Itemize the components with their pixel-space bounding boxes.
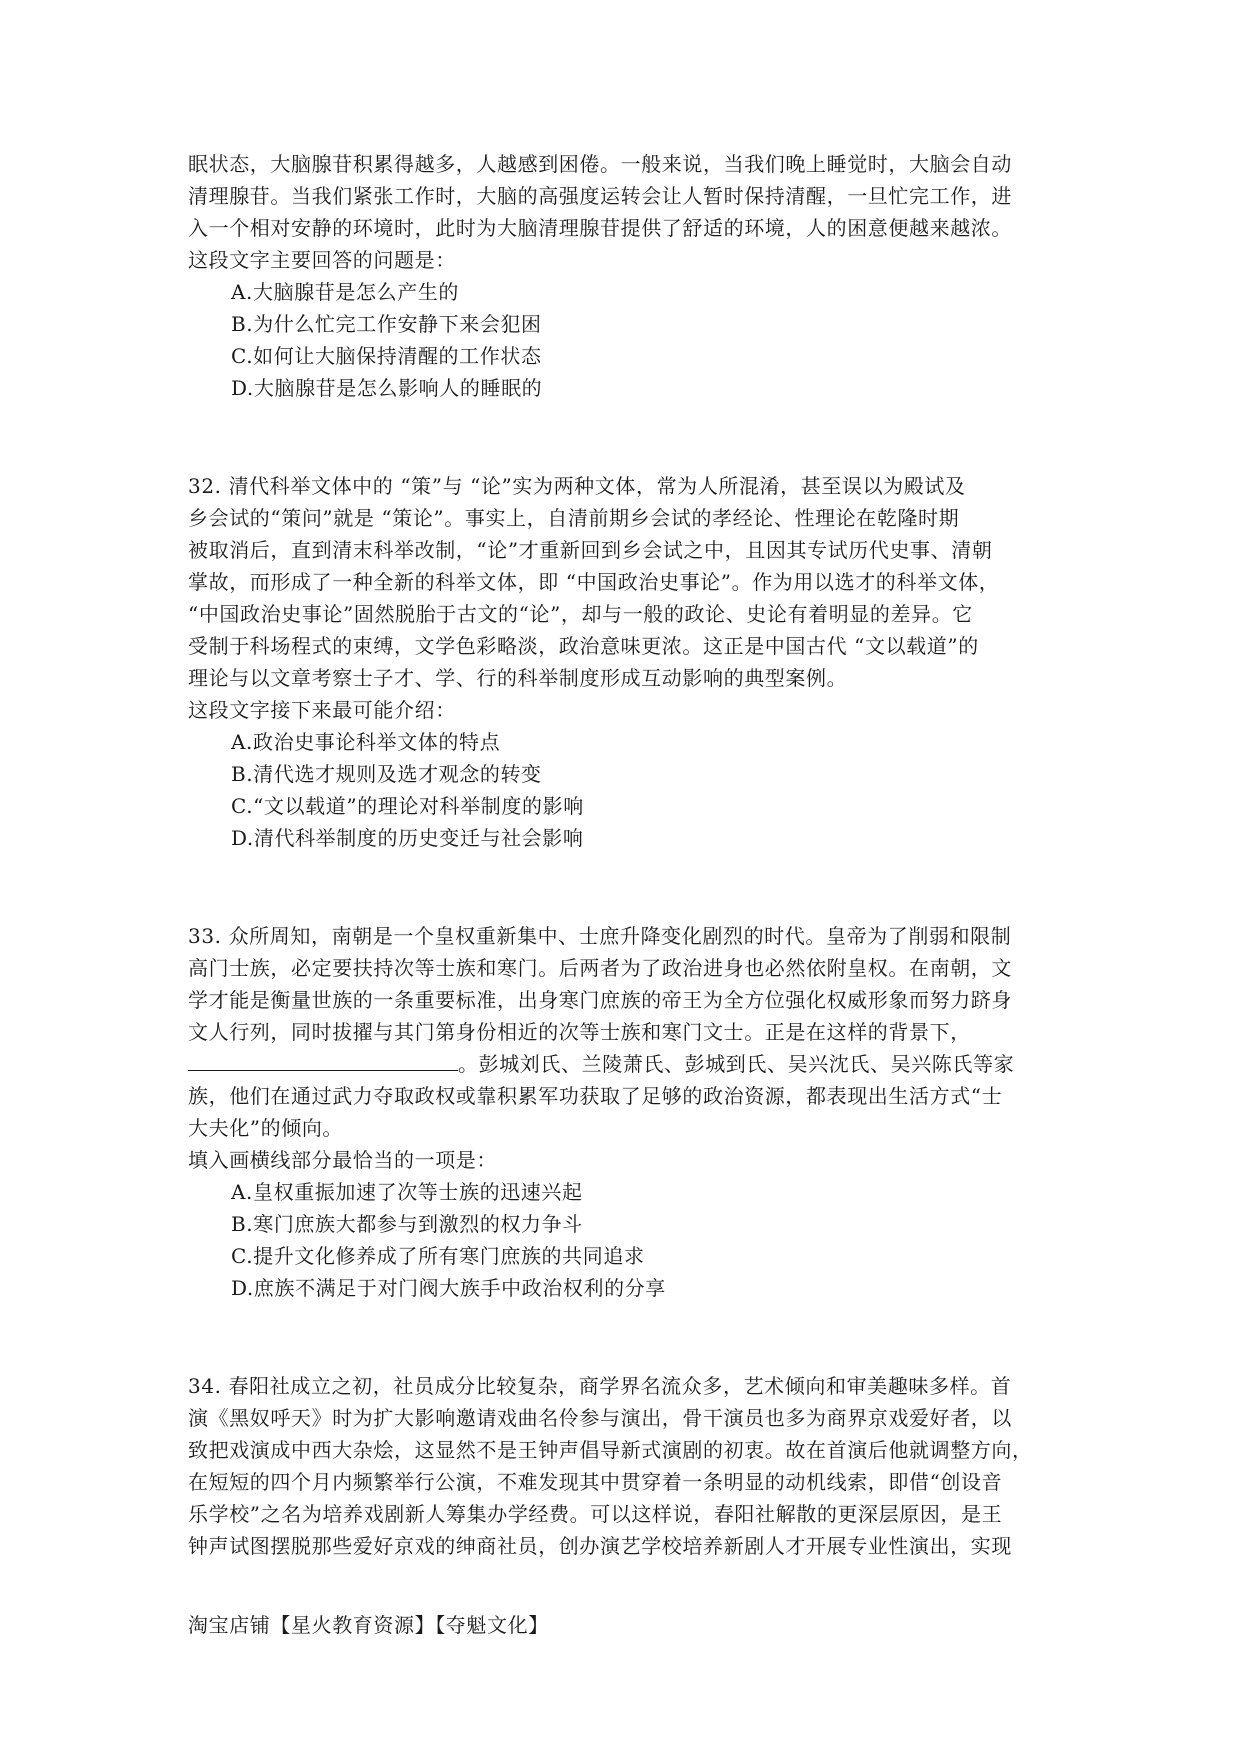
q32-option-a: A.政治史事论科举文体的特点	[231, 730, 501, 754]
q32-text-line: 乡会试的“策问”就是 “策论”。事实上，自清前期乡会试的孝经论、性理论在乾隆时期	[188, 506, 960, 530]
q31-option-a: A.大脑腺苷是怎么产生的	[231, 280, 460, 304]
q32-option-c: C.“文以载道”的理论对科举制度的影响	[231, 794, 584, 818]
q33-prompt: 填入画横线部分最恰当的一项是：	[188, 1148, 497, 1172]
q32-text-line: 受制于科场程式的束缚，文学色彩略淡，政治意味更浓。这正是中国古代 “文以载道”的	[188, 634, 979, 658]
q33-text-line: 族，他们在通过武力夺取政权或靠积累军功获取了足够的政治资源，都表现出生活方式“士	[188, 1084, 1003, 1108]
q31-text-line: 入一个相对安静的环境时，此时为大脑清理腺苷提供了舒适的环境，人的困意便越来越浓。	[188, 216, 1012, 240]
q33-text-line: 文人行列，同时拔擢与其门第身份相近的次等士族和寒门文士。正是在这样的背景下，	[188, 1020, 971, 1044]
q33-text-line: 学才能是衡量世族的一条重要标准，出身寒门庶族的帝王为全方位强化权威形象而努力跻身	[188, 988, 1012, 1012]
q31-text-line: 清理腺苷。当我们紧张工作时，大脑的高强度运转会让人暂时保持清醒，一旦忙完工作，进	[188, 184, 1012, 208]
q32-text-line: 被取消后，直到清末科举改制，“论”才重新回到乡会试之中，且因其专试历代史事、清朝	[188, 538, 993, 562]
q32-text-line: 掌故，而形成了一种全新的科举文体，即 “中国政治史事论”。作为用以选才的科举文体，	[188, 570, 1000, 594]
spacer	[188, 854, 1068, 920]
spacer	[188, 404, 1068, 470]
q34-text-line: 34. 春阳社成立之初，社员成分比较复杂，商学界名流众多，艺术倾向和审美趣味多样。首	[188, 1374, 1012, 1398]
q31-text-line: 眠状态，大脑腺苷积累得越多，人越感到困倦。一般来说，当我们晚上睡觉时，大脑会自动	[188, 152, 1012, 176]
question-32	[188, 470, 1068, 854]
fill-in-blank	[188, 1048, 458, 1071]
q33-text-line: 高门士族，必定要扶持次等士族和寒门。后两者为了政治进身也必然依附皇权。在南朝，文	[188, 956, 1012, 980]
q33-option-a: A.皇权重振加速了次等士族的迅速兴起	[231, 1180, 583, 1204]
q33-option-d: D.庶族不满足于对门阀大族手中政治权利的分享	[231, 1276, 666, 1300]
q34-text-line: 乐学校”之名为培养戏剧新人筹集办学经费。可以这样说，春阳社解散的更深层原因，是王	[188, 1502, 1003, 1526]
q34-text-line: 致把戏演成中西大杂烩，这显然不是王钟声倡导新式演剧的初衷。故在首演后他就调整方向，	[188, 1438, 1033, 1462]
q32-option-b: B.清代选才规则及选才观念的转变	[231, 762, 542, 786]
q33-text-line: 33. 众所周知，南朝是一个皇权重新集中、士庶升降变化剧烈的时代。皇帝为了削弱和限制	[188, 924, 1012, 948]
q34-text-line: 钟声试图摆脱那些爱好京戏的绅商社员，创办演艺学校培养新剧人才开展专业性演出，实现	[188, 1534, 1012, 1558]
q32-text-line: 理论与以文章考察士子才、学、行的科举制度形成互动影响的典型案例。	[188, 666, 848, 690]
q32-option-d: D.清代科举制度的历史变迁与社会影响	[231, 826, 584, 850]
q31-prompt: 这段文字主要回答的问题是：	[188, 248, 456, 272]
question-34	[188, 1370, 1068, 1562]
q33-blank-line	[188, 1048, 1068, 1080]
q33-blank-line-tail: 。彭城刘氏、兰陵萧氏、彭城到氏、吴兴沈氏、吴兴陈氏等家	[458, 1052, 1015, 1076]
q32-prompt: 这段文字接下来最可能介绍：	[188, 698, 456, 722]
question-33	[188, 920, 1068, 1304]
q32-text-line: “中国政治史事论”固然脱胎于古文的“论”，却与一般的政论、史论有着明显的差异。它	[188, 602, 973, 626]
question-31	[188, 148, 1068, 404]
q33-option-c: C.提升文化修养成了所有寒门庶族的共同追求	[231, 1244, 645, 1268]
q31-option-c: C.如何让大脑保持清醒的工作状态	[231, 344, 542, 368]
q32-text-line: 32. 清代科举文体中的 “策”与 “论”实为两种文体，常为人所混淆，甚至误以为殿试及	[188, 474, 966, 498]
document-body	[188, 148, 1068, 1562]
q33-text-line: 大夫化”的倾向。	[188, 1116, 344, 1140]
q33-option-b: B.寒门庶族大都参与到激烈的权力争斗	[231, 1212, 583, 1236]
q34-text-line: 在短短的四个月内频繁举行公演，不难发现其中贯穿着一条明显的动机线索，即借“创设音	[188, 1470, 1003, 1494]
q34-text-line: 演《黑奴呼天》时为扩大影响邀请戏曲名伶参与演出，骨干演员也多为商界京戏爱好者，以	[188, 1406, 1012, 1430]
q31-option-b: B.为什么忙完工作安静下来会犯困	[231, 312, 542, 336]
spacer	[188, 1304, 1068, 1370]
page-footer: 淘宝店铺【星火教育资源】【夺魁文化】	[188, 1613, 549, 1637]
q31-option-d: D.大脑腺苷是怎么影响人的睡眠的	[231, 376, 543, 400]
